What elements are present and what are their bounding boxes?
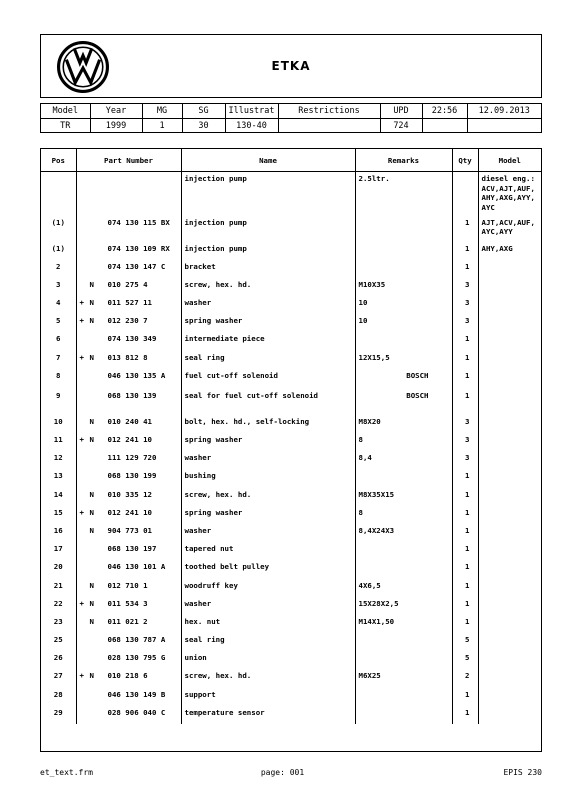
row-remarks — [355, 172, 452, 216]
row-pos: 22 — [41, 597, 76, 615]
row-pos — [41, 172, 76, 216]
row-remark-text: M10X35 — [358, 279, 386, 289]
table-row — [41, 415, 541, 433]
row-part-number — [76, 314, 181, 332]
row-n-marker: N — [89, 316, 94, 326]
table-row — [41, 172, 541, 216]
row-name: screw, hex. hd. — [181, 488, 355, 506]
row-name: spring washer — [181, 506, 355, 524]
row-part-no: 012 710 1 — [107, 580, 148, 590]
row-name: seal ring — [181, 633, 355, 651]
row-part-no: 010 240 41 — [107, 416, 152, 426]
row-model: AHY,AXG — [481, 243, 513, 253]
row-qty: 1 — [452, 216, 478, 242]
row-remark-text: M14X1,50 — [358, 616, 395, 626]
row-remarks — [355, 351, 452, 369]
row-remarks — [355, 369, 452, 389]
row-pos: 10 — [41, 415, 76, 433]
row-remarks — [355, 615, 452, 633]
row-remarks — [355, 506, 452, 524]
row-name: seal ring — [181, 351, 355, 369]
table-row — [41, 615, 541, 633]
row-model — [478, 451, 541, 469]
info-label-restrictions: Restrictions — [278, 104, 380, 119]
row-plus-marker: + — [79, 507, 84, 517]
info-value-mg: 1 — [142, 119, 182, 134]
row-remarks — [355, 651, 452, 669]
row-pos: 13 — [41, 469, 76, 487]
table-row — [41, 216, 541, 242]
info-label-sg: SG — [182, 104, 225, 119]
row-model — [478, 506, 541, 524]
table-row — [41, 597, 541, 615]
row-model — [478, 542, 541, 560]
row-model: diesel eng.: ACV,AJT,AUF, AHY,AXG,AYY, AYC — [481, 174, 535, 212]
info-label-mg: MG — [142, 104, 182, 119]
row-name: intermediate piece — [181, 332, 355, 350]
row-part-number — [76, 332, 181, 350]
row-model — [478, 314, 541, 332]
row-name: spring washer — [181, 433, 355, 451]
row-part-no: 012 241 10 — [107, 435, 152, 444]
row-remark-text: 2.5ltr. — [358, 174, 390, 183]
row-n-marker: N — [89, 352, 94, 362]
table-row — [41, 633, 541, 651]
row-remark-text: 8,4 — [358, 453, 372, 463]
info-label-upd: UPD — [380, 104, 422, 119]
row-pos: 21 — [41, 579, 76, 597]
row-part-no: 074 130 109 RX — [107, 243, 170, 253]
row-remarks — [355, 260, 452, 278]
row-part-number — [76, 296, 181, 314]
row-model — [478, 351, 541, 369]
row-part-no: 010 275 4 — [107, 279, 148, 289]
table-row — [41, 506, 541, 524]
row-part-no: 068 130 199 — [107, 471, 157, 481]
row-model — [478, 469, 541, 487]
table-row — [41, 524, 541, 542]
row-part-no: 074 130 349 — [107, 334, 157, 344]
row-part-no: 012 230 7 — [107, 316, 148, 326]
table-row — [41, 706, 541, 724]
row-model — [478, 332, 541, 350]
row-part-no: 068 130 139 — [107, 390, 157, 400]
parts-table-box — [40, 148, 542, 752]
row-part-number — [76, 278, 181, 296]
row-remark-text: 15X28X2,5 — [358, 598, 399, 608]
footer-version: EPIS 230 — [503, 768, 542, 777]
row-name: fuel cut-off solenoid — [181, 369, 355, 389]
row-remarks — [355, 278, 452, 296]
row-remarks — [355, 433, 452, 451]
row-remarks — [355, 242, 452, 260]
row-remarks — [355, 633, 452, 651]
row-model — [478, 389, 541, 415]
row-part-no: 011 527 11 — [107, 298, 152, 308]
row-model — [478, 597, 541, 615]
row-remarks — [355, 706, 452, 724]
row-part-number — [76, 706, 181, 724]
row-remark-text: 12X15,5 — [358, 352, 390, 362]
row-qty: 1 — [452, 597, 478, 615]
row-plus-marker: + — [79, 598, 84, 608]
col-header-model: Model — [478, 149, 541, 172]
row-model — [478, 260, 541, 278]
row-name: bolt, hex. hd., self-locking — [181, 415, 355, 433]
row-part-number — [76, 351, 181, 369]
row-plus-marker: + — [79, 316, 84, 326]
row-model — [478, 615, 541, 633]
row-name: washer — [181, 296, 355, 314]
row-name: toothed belt pulley — [181, 560, 355, 578]
table-row — [41, 389, 541, 415]
table-row — [41, 542, 541, 560]
row-name: seal for fuel cut-off solenoid — [181, 389, 355, 415]
row-qty: 2 — [452, 669, 478, 687]
row-qty: 3 — [452, 314, 478, 332]
row-part-no: 068 130 197 — [107, 544, 157, 554]
row-remark-brand: BOSCH — [406, 370, 429, 380]
table-row — [41, 651, 541, 669]
row-remarks — [355, 597, 452, 615]
table-row — [41, 451, 541, 469]
row-part-no: 046 130 101 A — [107, 562, 166, 572]
row-name: screw, hex. hd. — [181, 278, 355, 296]
row-n-marker: N — [89, 507, 94, 517]
row-remark-text: 10 — [358, 316, 368, 326]
row-model — [478, 633, 541, 651]
row-name: injection pump — [181, 216, 355, 242]
row-model — [478, 524, 541, 542]
row-remarks — [355, 524, 452, 542]
row-pos: 14 — [41, 488, 76, 506]
row-qty: 1 — [452, 560, 478, 578]
row-plus-marker: + — [79, 298, 84, 308]
row-part-number — [76, 433, 181, 451]
table-row — [41, 242, 541, 260]
row-pos: 27 — [41, 669, 76, 687]
row-qty: 3 — [452, 415, 478, 433]
info-box — [40, 103, 542, 133]
row-name: injection pump — [181, 172, 355, 216]
row-name: bushing — [181, 469, 355, 487]
info-empty — [422, 119, 467, 134]
row-model — [478, 296, 541, 314]
row-pos: 23 — [41, 615, 76, 633]
row-name: tapered nut — [181, 542, 355, 560]
row-part-number — [76, 688, 181, 706]
footer-page-number: page: 001 — [260, 768, 305, 777]
row-n-marker: N — [89, 489, 94, 499]
table-row — [41, 579, 541, 597]
row-pos: 3 — [41, 278, 76, 296]
row-part-number — [76, 488, 181, 506]
row-part-no: 046 130 149 B — [107, 689, 166, 699]
info-label-model: Model — [41, 104, 90, 119]
row-n-marker: N — [89, 298, 94, 308]
row-qty: 1 — [452, 469, 478, 487]
row-pos: 5 — [41, 314, 76, 332]
row-pos: 20 — [41, 560, 76, 578]
col-header-remarks: Remarks — [355, 149, 452, 172]
row-part-number — [76, 597, 181, 615]
row-pos: 9 — [41, 389, 76, 415]
col-header-pos: Pos — [41, 149, 76, 172]
row-model: AJT,ACV,AUF, AYC,AYY — [481, 217, 535, 236]
row-part-number — [76, 242, 181, 260]
row-remark-text: 8 — [358, 507, 363, 517]
row-qty: 1 — [452, 615, 478, 633]
row-part-number — [76, 669, 181, 687]
row-qty: 1 — [452, 488, 478, 506]
row-model — [478, 688, 541, 706]
row-pos: 2 — [41, 260, 76, 278]
row-part-no: 074 130 147 C — [107, 261, 166, 271]
row-pos: 7 — [41, 351, 76, 369]
row-remarks — [355, 542, 452, 560]
row-pos: 17 — [41, 542, 76, 560]
row-model — [478, 579, 541, 597]
row-part-no: 011 021 2 — [107, 616, 148, 626]
row-n-marker: N — [89, 671, 94, 681]
table-row — [41, 314, 541, 332]
row-remark-text: M8X35X15 — [358, 489, 395, 499]
row-part-number — [76, 469, 181, 487]
row-name: washer — [181, 524, 355, 542]
row-part-number — [76, 415, 181, 433]
row-qty: 1 — [452, 242, 478, 260]
row-n-marker: N — [89, 525, 94, 535]
row-pos: 12 — [41, 451, 76, 469]
row-name: spring washer — [181, 314, 355, 332]
row-name: support — [181, 688, 355, 706]
info-value-illustrat: 130-40 — [225, 119, 278, 134]
info-empty — [467, 119, 541, 134]
row-qty: 1 — [452, 524, 478, 542]
row-remark-text: 8 — [358, 435, 363, 444]
col-header-name: Name — [181, 149, 355, 172]
row-part-no: 046 130 135 A — [107, 370, 166, 380]
row-model — [478, 651, 541, 669]
row-part-number — [76, 506, 181, 524]
row-remarks — [355, 669, 452, 687]
row-part-number — [76, 615, 181, 633]
row-qty — [452, 172, 478, 216]
row-pos: 6 — [41, 332, 76, 350]
row-qty: 1 — [452, 579, 478, 597]
header-box — [40, 34, 542, 98]
row-remark-text: 4X6,5 — [358, 580, 381, 590]
row-qty: 5 — [452, 633, 478, 651]
row-qty: 3 — [452, 296, 478, 314]
row-n-marker: N — [89, 279, 94, 289]
row-remarks — [355, 488, 452, 506]
row-part-no: 010 218 6 — [107, 671, 148, 681]
info-time: 22:56 — [422, 104, 467, 119]
row-remark-brand: BOSCH — [406, 390, 429, 400]
row-model — [478, 433, 541, 451]
row-part-no: 074 130 115 BX — [107, 217, 170, 227]
row-name: temperature sensor — [181, 706, 355, 724]
row-n-marker: N — [89, 580, 94, 590]
row-qty: 1 — [452, 389, 478, 415]
row-qty: 5 — [452, 651, 478, 669]
row-qty: 1 — [452, 351, 478, 369]
row-pos: 4 — [41, 296, 76, 314]
row-remarks — [355, 579, 452, 597]
table-row — [41, 296, 541, 314]
row-pos: (1) — [41, 242, 76, 260]
row-plus-marker: + — [79, 435, 84, 444]
row-name: screw, hex. hd. — [181, 669, 355, 687]
row-remarks — [355, 688, 452, 706]
page-title: ETKA — [271, 59, 311, 73]
row-model — [478, 488, 541, 506]
row-remark-text: 10 — [358, 298, 368, 308]
row-n-marker: N — [89, 435, 94, 444]
col-header-qty: Qty — [452, 149, 478, 172]
row-model — [478, 560, 541, 578]
row-part-number — [76, 579, 181, 597]
row-qty: 3 — [452, 451, 478, 469]
row-qty: 3 — [452, 433, 478, 451]
table-row — [41, 688, 541, 706]
row-remarks — [355, 296, 452, 314]
row-remarks — [355, 415, 452, 433]
row-n-marker: N — [89, 416, 94, 426]
info-value-year: 1999 — [90, 119, 142, 134]
table-row — [41, 351, 541, 369]
row-pos: 15 — [41, 506, 76, 524]
table-row — [41, 433, 541, 451]
parts-table — [41, 149, 541, 724]
row-part-number — [76, 633, 181, 651]
row-pos: 16 — [41, 524, 76, 542]
row-part-no: 013 812 8 — [107, 352, 148, 362]
row-part-no: 028 906 040 C — [107, 707, 166, 717]
row-n-marker: N — [89, 598, 94, 608]
table-row — [41, 369, 541, 389]
row-n-marker: N — [89, 616, 94, 626]
row-pos: (1) — [41, 216, 76, 242]
row-model — [478, 669, 541, 687]
row-qty: 1 — [452, 260, 478, 278]
row-model — [478, 369, 541, 389]
row-name: bracket — [181, 260, 355, 278]
row-pos: 28 — [41, 688, 76, 706]
info-value-upd: 724 — [380, 119, 422, 134]
table-row — [41, 560, 541, 578]
row-part-no: 012 241 10 — [107, 507, 152, 517]
table-row — [41, 260, 541, 278]
row-name: hex. nut — [181, 615, 355, 633]
row-qty: 1 — [452, 542, 478, 560]
row-remark-text: 8,4X24X3 — [358, 525, 395, 535]
row-remark-text: M8X20 — [358, 416, 381, 426]
row-model — [478, 278, 541, 296]
table-row — [41, 332, 541, 350]
info-value-sg: 30 — [182, 119, 225, 134]
row-part-number — [76, 560, 181, 578]
table-row — [41, 488, 541, 506]
row-name: washer — [181, 451, 355, 469]
table-row — [41, 669, 541, 687]
row-part-number — [76, 369, 181, 389]
row-part-number — [76, 389, 181, 415]
row-qty: 1 — [452, 706, 478, 724]
row-pos: 25 — [41, 633, 76, 651]
row-remarks — [355, 389, 452, 415]
row-part-no: 010 335 12 — [107, 489, 152, 499]
row-part-no: 011 534 3 — [107, 598, 148, 608]
info-date: 12.09.2013 — [467, 104, 541, 119]
row-part-number — [76, 216, 181, 242]
row-name: washer — [181, 597, 355, 615]
row-name: union — [181, 651, 355, 669]
row-remark-text: M6X25 — [358, 671, 381, 681]
row-qty: 1 — [452, 332, 478, 350]
row-pos: 11 — [41, 433, 76, 451]
footer-form-name: et_text.frm — [40, 768, 93, 777]
row-pos: 26 — [41, 651, 76, 669]
table-row — [41, 278, 541, 296]
row-part-number — [76, 542, 181, 560]
row-part-number — [76, 524, 181, 542]
row-name: woodruff key — [181, 579, 355, 597]
row-remarks — [355, 314, 452, 332]
row-qty: 1 — [452, 369, 478, 389]
row-qty: 1 — [452, 688, 478, 706]
row-qty: 3 — [452, 278, 478, 296]
row-pos: 8 — [41, 369, 76, 389]
row-remarks — [355, 332, 452, 350]
table-row — [41, 469, 541, 487]
info-label-year: Year — [90, 104, 142, 119]
row-part-no: 904 773 01 — [107, 525, 152, 535]
row-plus-marker: + — [79, 671, 84, 681]
row-part-no: 068 130 787 A — [107, 635, 166, 645]
row-model — [478, 706, 541, 724]
col-header-part-number: Part Number — [76, 149, 181, 172]
row-remarks — [355, 216, 452, 242]
info-value-model: TR — [41, 119, 90, 134]
row-remarks — [355, 451, 452, 469]
row-part-no: 111 129 720 — [107, 453, 157, 463]
row-part-number — [76, 451, 181, 469]
row-part-number — [76, 172, 181, 216]
row-part-number — [76, 260, 181, 278]
row-name: injection pump — [181, 242, 355, 260]
row-part-number — [76, 651, 181, 669]
info-label-illustrat: Illustrat — [225, 104, 278, 119]
row-pos: 29 — [41, 706, 76, 724]
row-plus-marker: + — [79, 352, 84, 362]
info-value-restrictions — [278, 119, 380, 134]
row-remarks — [355, 469, 452, 487]
row-part-no: 028 130 795 G — [107, 653, 166, 663]
row-remarks — [355, 560, 452, 578]
row-model — [478, 415, 541, 433]
row-qty: 1 — [452, 506, 478, 524]
